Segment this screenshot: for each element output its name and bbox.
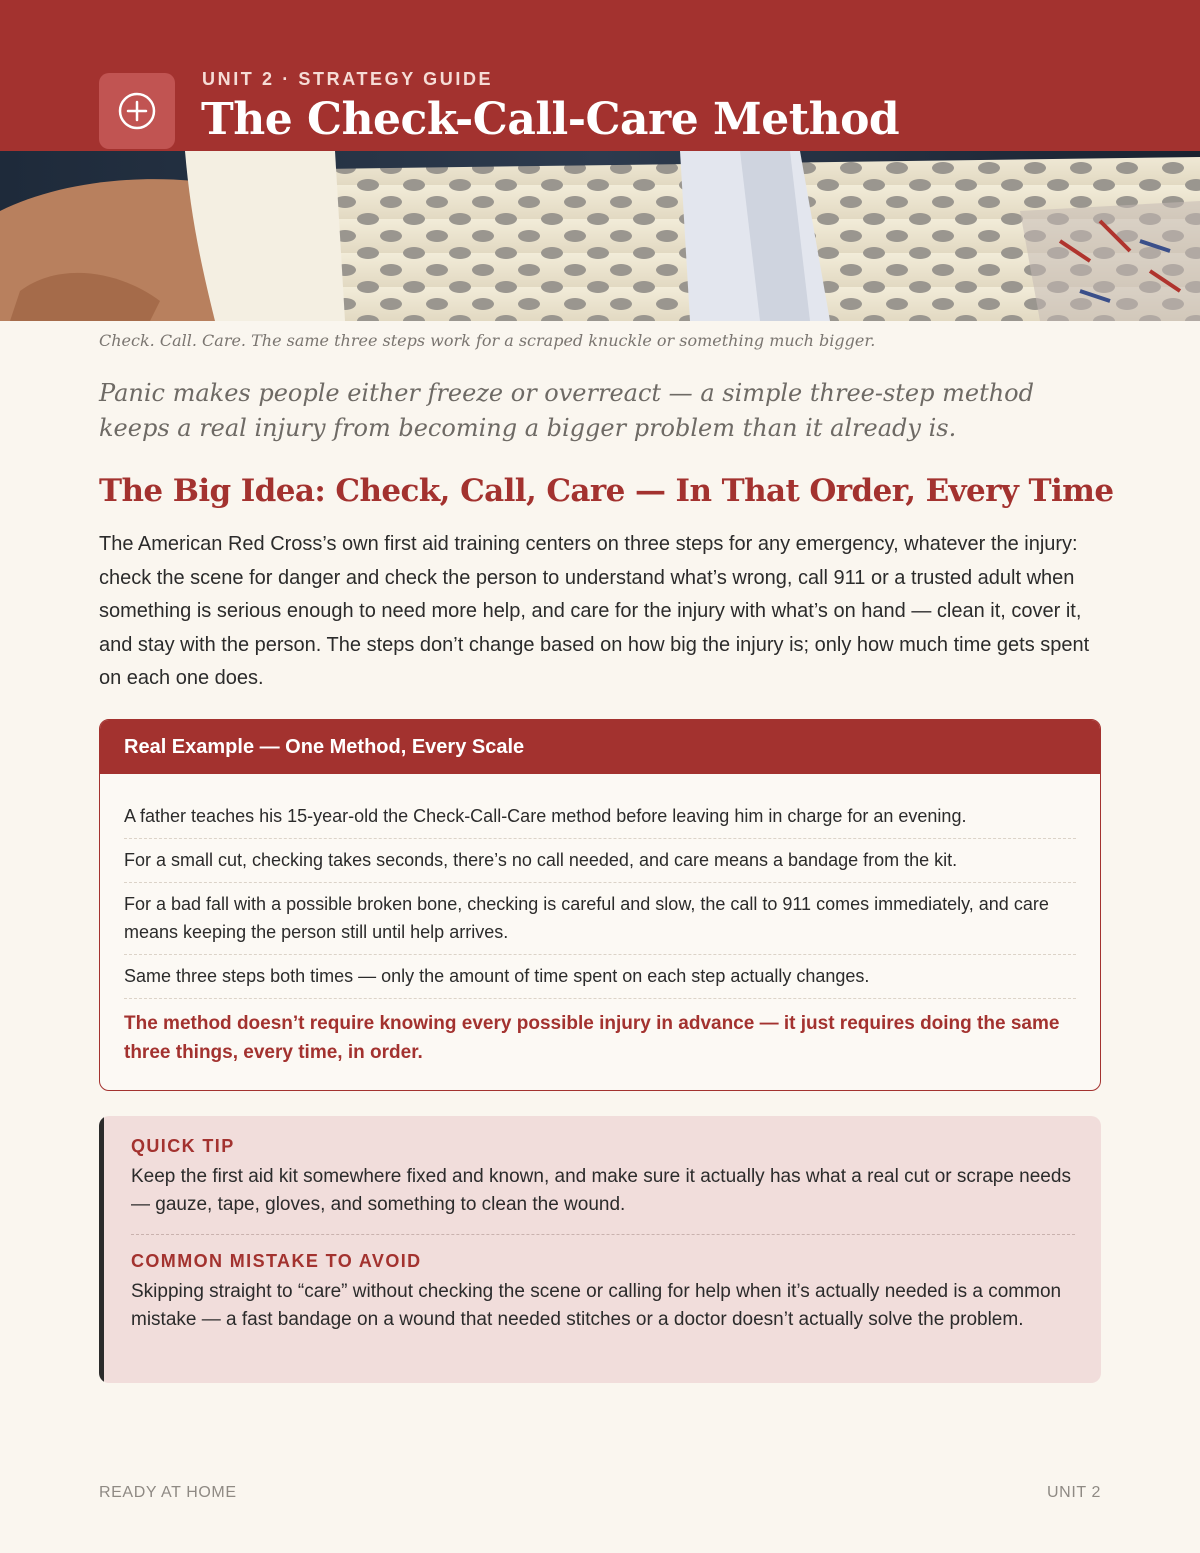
plus-circle-icon <box>117 91 157 131</box>
mistake-text: Skipping straight to “care” without checking the scene or calling for help when it’s actually needed is a common mistake — a fast bandage on a wound that needed stitches or a doctor doesn’t actually solve the problem. <box>131 1281 1062 1330</box>
page-title: The Check-Call-Care Method <box>201 94 900 145</box>
callout-accent-bar <box>99 1116 104 1383</box>
tips-callout <box>99 1116 1101 1383</box>
unit-eyebrow: UNIT 2 · STRATEGY GUIDE <box>202 69 494 89</box>
quick-tip-label: QUICK TIP <box>131 1136 235 1156</box>
example-item: For a bad fall with a possible broken bone, checking is careful and slow, the call to 911 comes immediately, and care means keeping the person still until help arrives. <box>124 883 1076 955</box>
lede-paragraph: Panic makes people either freeze or overreact — a simple three-step method keeps a real injury from becoming a bigger problem than it already is. <box>99 379 1034 442</box>
header-bar <box>0 0 1200 151</box>
mistake-label: COMMON MISTAKE TO AVOID <box>131 1251 422 1271</box>
hero-image <box>0 151 1200 321</box>
example-item: Same three steps both times — only the amount of time spent on each step actually changes. <box>124 955 1076 999</box>
example-item: For a small cut, checking takes seconds, there’s no call needed, and care means a bandage from the kit. <box>124 839 1076 883</box>
section-heading: The Big Idea: Check, Call, Care — In That Order, Every Time <box>99 473 1114 509</box>
footer-right: UNIT 2 <box>1047 1484 1101 1501</box>
quick-tip-text: Keep the first aid kit somewhere fixed and known, and make sure it actually has what a real cut or scrape needs — gauze, tape, gloves, and something to clean the wound. <box>131 1166 1071 1215</box>
example-list <box>100 774 1100 999</box>
example-conclusion: The method doesn’t require knowing every possible injury in advance — it just requires doing the same three things, every time, in order. <box>124 1013 1060 1063</box>
example-heading: Real Example — One Method, Every Scale <box>100 720 1100 774</box>
example-box <box>99 719 1101 1091</box>
callout-divider <box>131 1234 1075 1235</box>
section-body: The American Red Cross’s own first aid training centers on three steps for any emergency, whatever the injury: check the scene for danger and check the person to understand what’s wrong, call 911 or a trusted adult when something is serious enough to need more help, and care for the injury with what’s on hand — clean it, cover it, and stay with the person. The steps don’t change based on how big the injury is; only how much time gets spent on each one does. <box>99 533 1090 689</box>
unit-badge <box>99 73 175 149</box>
hero-caption: Check. Call. Care. The same three steps work for a scraped knuckle or something much bigger. <box>99 331 876 350</box>
example-item: A father teaches his 15-year-old the Check-Call-Care method before leaving him in charge for an evening. <box>124 796 1076 839</box>
footer-left: READY AT HOME <box>99 1484 237 1501</box>
hero-photo-illustration <box>0 151 1200 321</box>
